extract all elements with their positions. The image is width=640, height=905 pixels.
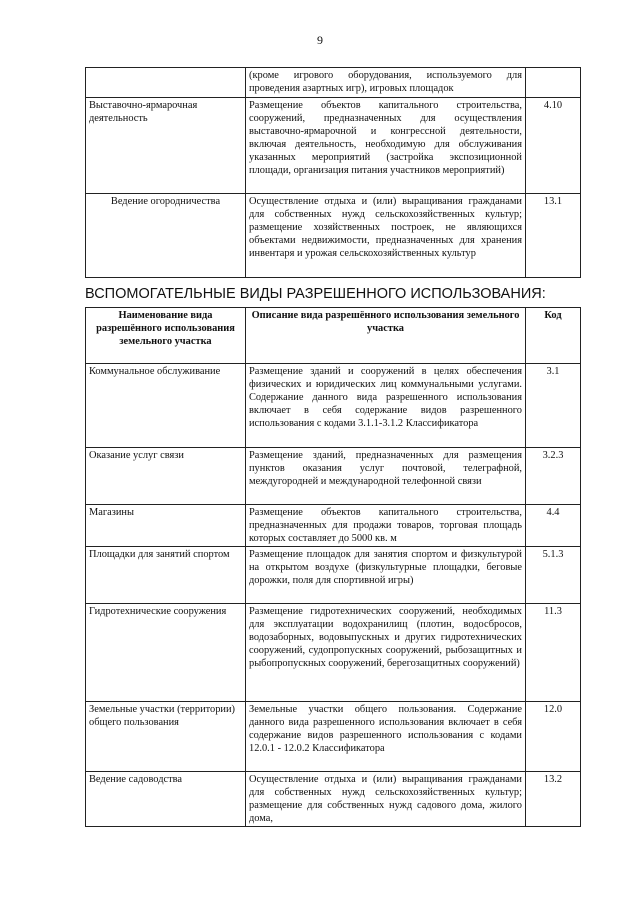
use-code-cell: 4.4 [526, 505, 581, 547]
column-header-code: Код [526, 308, 581, 364]
table-row [86, 194, 581, 278]
use-description-cell: Осуществление отдыха и (или) выращивания гражданами для собственных нужд сельскохозяйственных культур; размещение для собственных нужд садового дома, жилого дома, [246, 772, 526, 827]
table-row [86, 448, 581, 505]
table-row [86, 364, 581, 448]
use-name-cell: Выставочно-ярмарочная деятельность [86, 98, 246, 194]
use-description-cell: Размещение зданий и сооружений в целях обеспечения физических и юридических лиц коммунальными услугами. Содержание данного вида разрешенного использования включает в себя содержание видов разрешенного использования с кодами 3.1.1-3.1.2 Классификатора [246, 364, 526, 448]
table-row [86, 547, 581, 604]
use-name-cell: Коммунальное обслуживание [86, 364, 246, 448]
use-name-cell: Площадки для занятий спортом [86, 547, 246, 604]
use-description-cell: Земельные участки общего пользования. Содержание данного вида разрешенного использования включает в себя содержание видов разрешенного использования с кодами 12.0.1 - 12.0.2 Классификатора [246, 702, 526, 772]
use-code-cell: 4.10 [526, 98, 581, 194]
column-header-description: Описание вида разрешённого использования земельного участка [246, 308, 526, 364]
use-name-cell: Магазины [86, 505, 246, 547]
table-row [86, 98, 581, 194]
table-row [86, 772, 581, 827]
use-code-cell: 3.1 [526, 364, 581, 448]
use-name-cell: Гидротехнические сооружения [86, 604, 246, 702]
table-header-row [86, 308, 581, 364]
use-name-cell: Земельные участки (территории) общего пользования [86, 702, 246, 772]
use-description-cell: Осуществление отдыха и (или) выращивания гражданами для собственных нужд сельскохозяйственных культур; размещение хозяйственных построек, не являющихся объектами недвижимости, предназначенных для хранения инвентаря и урожая сельскохозяйственных культур [246, 194, 526, 278]
table-row [86, 604, 581, 702]
use-code-cell: 3.2.3 [526, 448, 581, 505]
use-name-cell: Ведение огородничества [86, 194, 246, 278]
use-code-cell: 13.2 [526, 772, 581, 827]
use-name-cell [86, 68, 246, 98]
column-header-name: Наименование вида разрешённого использования земельного участка [86, 308, 246, 364]
permitted-uses-table-continued [85, 67, 581, 278]
table-row [86, 505, 581, 547]
page-number: 9 [317, 33, 323, 47]
use-description-cell: (кроме игрового оборудования, используемого для проведения азартных игр), игровых площадок [246, 68, 526, 98]
use-code-cell [526, 68, 581, 98]
use-code-cell: 5.1.3 [526, 547, 581, 604]
use-code-cell: 13.1 [526, 194, 581, 278]
use-name-cell: Ведение садоводства [86, 772, 246, 827]
use-description-cell: Размещение объектов капитального строительства, предназначенных для продажи товаров, торговая площадь которых составляет до 5000 кв. м [246, 505, 526, 547]
table-row [86, 702, 581, 772]
section-heading: ВСПОМОГАТЕЛЬНЫЕ ВИДЫ РАЗРЕШЕННОГО ИСПОЛЬЗОВАНИЯ: [85, 286, 546, 302]
auxiliary-uses-table [85, 307, 581, 827]
use-name-cell: Оказание услуг связи [86, 448, 246, 505]
use-description-cell: Размещение зданий, предназначенных для размещения пунктов оказания услуг почтовой, телеграфной, междугородней и международной телефонной связи [246, 448, 526, 505]
use-code-cell: 12.0 [526, 702, 581, 772]
use-code-cell: 11.3 [526, 604, 581, 702]
use-description-cell: Размещение площадок для занятия спортом и физкультурой на открытом воздухе (физкультурные площадки, беговые дорожки, поля для спортивной игры) [246, 547, 526, 604]
use-description-cell: Размещение гидротехнических сооружений, необходимых для эксплуатации водохранилищ (плотин, водосбросов, водозаборных, водовыпускных и других гидротехнических сооружений, судопропускных сооружений, рыбозащитных и рыбопропускных сооружений, берегозащитных сооружений) [246, 604, 526, 702]
table-row [86, 68, 581, 98]
use-description-cell: Размещение объектов капитального строительства, сооружений, предназначенных для осуществления выставочно-ярмарочной и конгрессной деятельности, включая деятельность, необходимую для обслуживания указанных мероприятий (застройка экспозиционной площади, организация питания участников мероприятий) [246, 98, 526, 194]
